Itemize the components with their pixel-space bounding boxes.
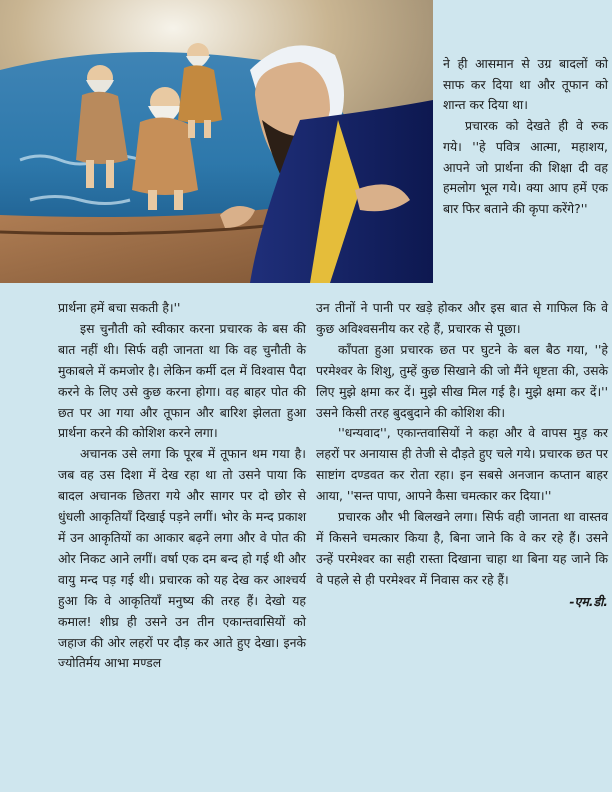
top-right-column — [443, 54, 608, 220]
paragraph: ''धन्यवाद'', एकान्तवासियों ने कहा और वे वापस मुड़ कर लहरों पर अनायास ही तेजी से दौड़ते हुए चले गये। प्रचारक छत पर साष्टांग दण्डवत कर रोता रहा। इन सबसे अनजान कप्तान बाहर आया, ''सन्त पापा, आपने कैसा चमत्कार कर दिया।'' — [316, 425, 608, 504]
story-illustration — [0, 0, 433, 283]
paragraph: ने ही आसमान से उग्र बादलों को साफ कर दिया था और तूफान को शान्त कर दिया था। — [443, 56, 608, 113]
paragraph: उन तीनों ने पानी पर खड़े होकर और इस बात से गाफिल कि वे कुछ अविश्वसनीय कर रहे हैं, प्रचारक से पूछा। — [316, 300, 608, 336]
paragraph: प्रार्थना हमें बचा सकती है।'' — [58, 300, 181, 315]
paragraph: इस चुनौती को स्वीकार करना प्रचारक के बस की बात नहीं थी। सिर्फ वही जानता था कि वह चुनौती के मुकाबले में कमजोर है। लेकिन कर्मी दल में विश्वास पैदा करने के लिए उसे कुछ करना होगा। वह बाहर पोत की छत पर आ गया और तूफान और बारिश झेलता हुआ प्रार्थना करने की कोशिश करने लगा। — [58, 320, 306, 441]
left-column — [58, 298, 306, 674]
illustration-svg — [0, 0, 433, 283]
paragraph: प्रचारक को देखते ही वे रुक गये। ''हे पवित्र आत्मा, महाशय, आपने जो प्रार्थना की शिक्षा दी वह हमलोग भूल गये। क्या आप हमें एक बार फिर बताने की कृपा करेंगे?'' — [443, 118, 608, 216]
paragraph: अचानक उसे लगा कि पूरब में तूफान थम गया है। जब वह उस दिशा में देख रहा था तो उसने पाया कि बादल अचानक छितरा गये और सागर पर दो छोर से धुंधली आकृतियाँ दिखाई पड़ने लगीं। भोर के मन्द प्रकाश में उन आकृतियों का आकार बढ़ने लगा और वे पोत की ओर निकट आने लगीं। वर्षा एक दम बन्द हो गई थी और वायु मन्द पड़ गई थी। प्रचारक को यह देख कर आश्चर्य हुआ कि वे आकृतियाँ मनुष्य की तरह हैं। देखो यह कमाल! शीघ्र ही उसने उन तीन एकान्तवासियों को जहाज की ओर लहरों पर दौड़ कर आते हुए देखा। इनके ज्योतिर्मय आभा मण्डल — [58, 446, 306, 671]
paragraph: प्रचारक और भी बिलखने लगा। सिर्फ वही जानता था वास्तव में किसने चमत्कार किया है, बिना जाने कि वे कर रहे हैं। उसने उन्हें परमेश्वर का सही रास्ता दिखाना चाहा था बिना यह जाने कि वे पहले से ही परमेश्वर में निवास कर रहे हैं। — [316, 509, 608, 587]
author-signature: -एम.डी. — [569, 593, 608, 609]
paragraph: काँपता हुआ प्रचारक छत पर घुटने के बल बैठ गया, ''हे परमेश्वर के शिशु, तुम्हें कुछ सिखाने की जो मैंने धृष्टता की, उसके लिए मुझे क्षमा कर दें। मुझे सीख मिल गई है। मुझे क्षमा कर दें।'' उसने किसी तरह बुदबुदाने की कोशिश की। — [316, 341, 608, 420]
right-column — [316, 298, 608, 613]
